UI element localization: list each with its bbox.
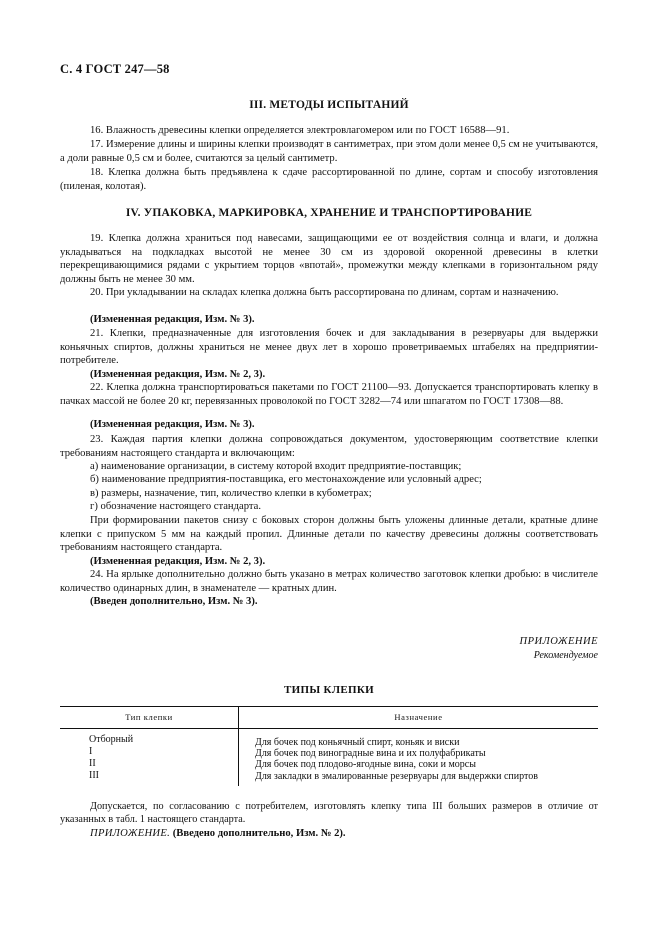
appendix-footer-label: ПРИЛОЖЕНИЕ. (90, 828, 171, 839)
amendment-note-23: (Измененная редакция, Изм. № 2, 3). (90, 556, 266, 567)
appendix-note: Допускается, по согласованию с потребителем, изготовлять клепку типа III больших размеров в отличие от указанных в табл. 1 настоящего стандарта. (60, 801, 598, 825)
list-item-d: г) обозначение настоящего стандарта. (90, 501, 261, 512)
amendment-note-21: (Измененная редакция, Изм. № 2, 3). (90, 369, 266, 380)
table-cell-type: Отборный (89, 734, 134, 745)
table-title: ТИПЫ КЛЕПКИ (284, 684, 374, 696)
column-header-purpose: Назначение (394, 712, 443, 722)
table-cell-purpose: Для бочек под коньячный спирт, коньяк и виски (255, 737, 460, 748)
table-top-rule (60, 706, 598, 707)
amendment-note-22: (Измененная редакция, Изм. № 3). (90, 419, 255, 430)
page-header: С. 4 ГОСТ 247—58 (60, 62, 170, 76)
table-cell-purpose: Для бочек под плодово-ягодные вина, соки и морсы (255, 759, 476, 770)
paragraph-21: 21. Клепки, предназначенные для изготовления бочек и для закладывания в резервуары для выдержки коньячных спиртов, должны храниться не менее двух лет в хорошо проветриваемых штабелях на предприятии-потребителе. (60, 328, 598, 367)
list-item-b: б) наименование предприятия-поставщика, его местонахождение или условный адрес; (90, 474, 482, 485)
section-3-title: III. МЕТОДЫ ИСПЫТАНИЙ (249, 99, 409, 111)
paragraph-20: 20. При укладывании на складах клепка должна быть рассортирована по длинам, сортам и назначению. (90, 287, 559, 298)
appendix-label: ПРИЛОЖЕНИЕ (519, 636, 598, 647)
table-header-rule (60, 728, 598, 729)
amendment-note-20: (Измененная редакция, Изм. № 3). (90, 314, 255, 325)
paragraph-18: 18. Клепка должна быть предъявлена к сдаче рассортированной по длине, сортам и способу изготовления (пиленая, колотая). (60, 167, 598, 192)
table-cell-purpose: Для закладки в эмалированные резервуары для выдержки спиртов (255, 771, 538, 782)
amendment-note-24: (Введен дополнительно, Изм. № 3). (90, 596, 258, 607)
table-cell-purpose: Для бочек под виноградные вина и их полуфабрикаты (255, 748, 486, 759)
paragraph-24: 24. На ярлыке дополнительно должно быть указано в метрах количество заготовок клепки дробью: в числителе количество одинарных длин, в знаменателе — кратных длин. (60, 569, 598, 594)
appendix-footer-note: (Введено дополнительно, Изм. № 2). (172, 828, 346, 839)
paragraph-23: 23. Каждая партия клепки должна сопровождаться документом, удостоверяющим соответствие клепки требованиям настоящего стандарта и включающим: (60, 434, 598, 459)
column-header-type: Тип клепки (125, 712, 173, 722)
list-item-c: в) размеры, назначение, тип, количество клепки в кубометрах; (90, 488, 372, 499)
paragraph-16: 16. Влажность древесины клепки определяется электровлагомером или по ГОСТ 16588—91. (90, 125, 510, 136)
paragraph-19: 19. Клепка должна храниться под навесами, защищающими ее от воздействия солнца и влаги, и должна укладываться на подкладках высотой не менее 30 см из здоровой окоренной древесины в клетки перекрещивающимися рядами с укрытием торцов «впотай», промежутки между клепками в горизонтальном ряду должны быть не менее 30 мм. (60, 233, 598, 285)
table-cell-type: II (89, 758, 96, 769)
table-cell-type: III (89, 770, 99, 781)
section-4-title: IV. УПАКОВКА, МАРКИРОВКА, ХРАНЕНИЕ И ТРАНСПОРТИРОВАНИЕ (125, 207, 533, 219)
paragraph-23-packaging: При формировании пакетов снизу с боковых сторон должны быть уложены длинные детали, кратные длине клепки с припуском 5 мм на каждый пропил. Длинные детали по качеству древесины должны соответствовать требованиям настоящего стандарта. (60, 515, 598, 554)
paragraph-17: 17. Измерение длины и ширины клепки производят в сантиметрах, при этом доли менее 0,5 см не учитываются, а доли равные 0,5 см и более, считаются за целый сантиметр. (60, 139, 598, 164)
table-cell-type: I (89, 746, 93, 757)
paragraph-22: 22. Клепка должна транспортироваться пакетами по ГОСТ 21100—93. Допускается транспортировать клепку в пачках массой не более 20 кг, перевязанных проволокой по ГОСТ 3282—74 или шпагатом по ГОСТ 17308—88. (60, 382, 598, 407)
appendix-sublabel: Рекомендуемое (533, 650, 598, 661)
list-item-a: а) наименование организации, в систему которой входит предприятие-поставщик; (90, 461, 462, 472)
appendix-footer (60, 827, 598, 841)
